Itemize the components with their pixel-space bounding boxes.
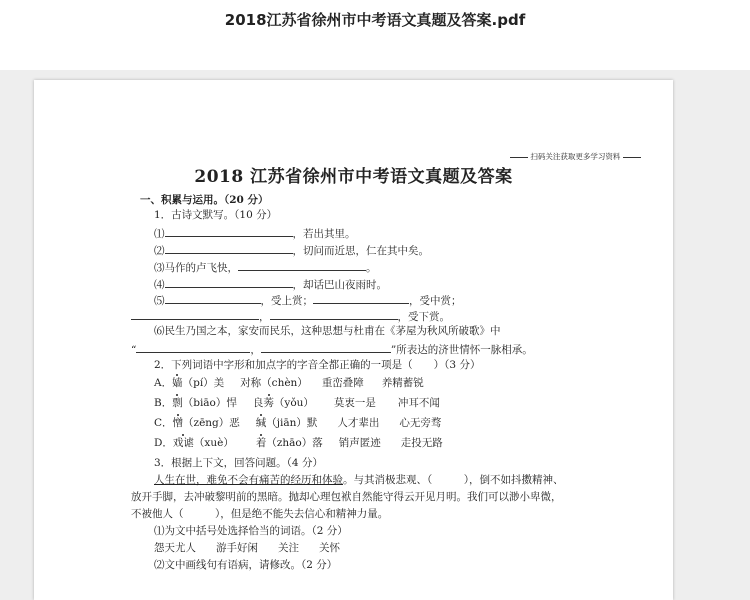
answer-blank <box>270 308 398 320</box>
answer-blank <box>165 225 293 237</box>
option-letter: C． <box>154 417 173 429</box>
q1-l5-num: ⑸ <box>154 295 165 307</box>
word: 莫衷一是 <box>333 397 376 409</box>
header-note <box>510 151 641 162</box>
q1-line-6 <box>131 308 450 324</box>
q1-l3-text: ⑶马作的卢飞快， <box>154 262 238 274</box>
pinyin: （xuè） <box>193 437 234 449</box>
dotted-char: 缄 <box>255 417 267 429</box>
header-dash-right <box>623 157 641 158</box>
q1-l2-num: ⑵ <box>154 245 165 257</box>
dotted-char: 莠 <box>263 397 274 409</box>
q3-title: 3．根据上下文，回答问题。（4 分） <box>154 457 323 469</box>
q3-sub-2: ⑵文中画线句有语病，请修改。（2 分） <box>154 559 338 571</box>
section-1-heading: 一、积累与运用。（20 分） <box>140 194 269 206</box>
word: 养精蓄锐 <box>381 377 424 389</box>
q1-l2-text: ，切问而近思，仁在其中矣。 <box>292 245 429 257</box>
word: 对称 <box>240 377 262 389</box>
dotted-char: 戏谑 <box>172 437 194 449</box>
q1-line-8 <box>131 341 533 357</box>
dotted-char: 着 <box>255 437 267 449</box>
q1-title: 1．古诗文默写。（10 分） <box>154 209 278 221</box>
pinyin: （pí）美 <box>182 377 225 389</box>
pinyin: （zhāo）落 <box>266 437 323 449</box>
q1-l1-num: ⑴ <box>154 228 165 240</box>
word: 良 <box>252 397 264 409</box>
q3-passage-line-1 <box>154 473 564 487</box>
q1-l4-num: ⑷ <box>154 279 165 291</box>
q1-l6-a: ， <box>259 311 270 323</box>
pinyin: （jiān）默 <box>266 417 318 429</box>
q1-l3-end: 。 <box>366 262 377 274</box>
q1-line-4 <box>154 276 387 292</box>
word-option: 游手好闲 <box>216 542 258 554</box>
q1-l8-open: “ <box>131 344 137 356</box>
answer-blank <box>238 259 366 271</box>
pinyin: （yǒu） <box>273 397 314 409</box>
answer-blank <box>165 292 261 304</box>
document-title: 2018江苏省徐州市中考语文真题及答案.pdf <box>224 11 526 29</box>
q1-line-5 <box>154 292 462 308</box>
q2-option-a <box>154 376 424 390</box>
word: 心无旁骛 <box>399 417 442 429</box>
pinyin: （chèn） <box>261 377 308 389</box>
q1-l4-text: ，却话巴山夜雨时。 <box>292 279 387 291</box>
q1-line-3 <box>154 259 377 275</box>
q1-l5-b: ，受中赏； <box>409 295 462 307</box>
viewer-toolbar <box>0 0 750 70</box>
answer-blank <box>136 341 250 353</box>
dotted-char: 剽 <box>172 397 183 409</box>
q1-l6-b: ，受下赏。 <box>397 311 450 323</box>
answer-blank <box>131 308 259 320</box>
q2-title: 2．下列词语中字形和加点字的字音全都正确的一项是（ ）（3 分） <box>154 359 481 371</box>
q1-l8-close: ”所表达的济世情怀一脉相承。 <box>390 344 533 356</box>
q1-l8-comma: ， <box>250 344 261 356</box>
q3-passage-line-2: 放开手脚，去冲破黎明前的黑暗。抛却心理包袱自然能守得云开见月明。我们可以渺小卑微， <box>131 491 562 503</box>
word-option: 关注 <box>278 542 299 554</box>
q3-sub-1: ⑴为文中括号处选择恰当的词语。（2 分） <box>154 525 348 537</box>
q1-l5-a: ，受上赏； <box>260 295 313 307</box>
word: 重峦叠障 <box>321 377 364 389</box>
answer-blank <box>165 276 293 288</box>
word: 走投无路 <box>400 437 443 449</box>
q1-line-2 <box>154 242 429 258</box>
dotted-char: 嫱 <box>172 377 183 389</box>
q2-option-c <box>154 416 441 430</box>
answer-blank <box>261 341 391 353</box>
word: 销声匿迹 <box>338 437 381 449</box>
q1-line-7: ⑹民生乃国之本，家安而民乐，这种思想与杜甫在《茅屋为秋风所破歌》中 <box>154 325 501 337</box>
pdf-page[interactable] <box>34 80 673 600</box>
q2-option-d <box>154 436 443 450</box>
word-option: 怨天尤人 <box>154 542 196 554</box>
header-note-text: 扫码关注获取更多学习资料 <box>530 152 621 161</box>
q1-l1-text: ，若出其里。 <box>292 228 356 240</box>
pinyin: （biāo）悍 <box>182 397 237 409</box>
answer-blank <box>165 242 293 254</box>
word-option: 关怀 <box>319 542 340 554</box>
option-letter: B． <box>154 397 173 409</box>
underlined-sentence: 人生在世，难免不会有痛苦的经历和体验 <box>154 474 343 486</box>
option-letter: A． <box>154 377 173 389</box>
q3-passage-line-3: 不被他人（ ），但是绝不能失去信心和精神力量。 <box>131 508 389 520</box>
q1-line-1 <box>154 225 356 241</box>
pinyin: （zēng）恶 <box>183 417 240 429</box>
q3-word-options <box>154 541 340 555</box>
passage-text: 。与其消极悲观、（ ），倒不如抖擞精神、 <box>343 474 564 486</box>
answer-blank <box>313 292 409 304</box>
word: 冲耳不闻 <box>397 397 440 409</box>
paper-title: 2018 江苏省徐州市中考语文真题及答案 <box>194 167 513 187</box>
q2-option-b <box>154 396 440 410</box>
header-dash-left <box>510 157 528 158</box>
dotted-char: 憎 <box>172 417 184 429</box>
word: 人才辈出 <box>337 417 380 429</box>
option-letter: D． <box>154 437 173 449</box>
